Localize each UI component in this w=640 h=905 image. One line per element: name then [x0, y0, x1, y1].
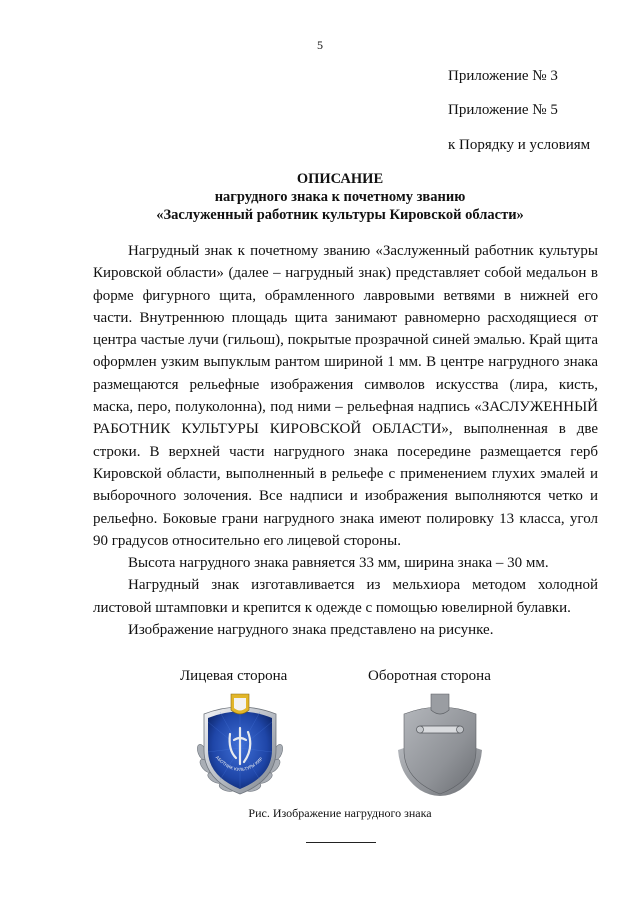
paragraph-dimensions: Высота нагрудного знака равняется 33 мм, ширина знака – 30 мм.: [128, 555, 549, 572]
badge-front-image: [190, 692, 290, 802]
paragraph-description: Нагрудный знак к почетному званию «Заслуженный работник культуры Кировской области» (далее – нагрудный знак) представляет собой медальон в форме фигурного щита, обрамленного лавровыми ветвями в нижней его части. Внутреннюю площадь щита занимают равномерно расходящиеся от центра частые лучи (гильош), покрытые прозрачной синей эмалью. Край щита оформлен узким выпуклым рантом шириной 1 мм. В центре нагрудного знака размещаются рельефные изображения символов искусства (лира, кисть, маска, перо, полуколонна), под ними – рельефная надпись «ЗАСЛУЖЕННЫЙ РАБОТНИК КУЛЬТУРЫ КИРОВСКОЙ ОБЛАСТИ», выполненная в две строки. В верхней части нагрудного знака посередине размещается герб Кировской области, выполненный в рельефе с применением глухих эмалей и выборочного золочения. Все надписи и изображения выполняются четко и рельефно. Боковые грани нагрудного знака имеют полировку 13 класса, угол 90 градусов относительно его лицевой стороны.: [93, 243, 598, 549]
badge-inscription: АБОТНИК КУЛЬТУРЫ КИР: [214, 754, 264, 773]
paragraph-figure-reference: Изображение нагрудного знака представлено на рисунке.: [128, 622, 494, 639]
document-title: [0, 170, 640, 224]
description-body: [93, 240, 598, 641]
figure-caption: Рис. Изображение нагрудного знака: [248, 806, 432, 820]
page-number: 5: [317, 38, 323, 52]
appendix-line-3: к Порядку и условиям: [448, 137, 591, 153]
front-side-label: Лицевая сторона: [180, 668, 288, 684]
appendix-line-1: Приложение № 3: [448, 68, 558, 84]
back-side-label: Оборотная сторона: [368, 668, 491, 684]
title-subheading: нагрудного знака к почетному званию: [214, 189, 466, 205]
title-heading: ОПИСАНИЕ: [296, 171, 384, 187]
badge-back-image: [390, 692, 490, 802]
footer-rule: [306, 842, 376, 843]
appendix-line-2: Приложение № 5: [448, 102, 558, 118]
paragraph-manufacturing: Нагрудный знак изготавливается из мельхиора методом холодной листовой штамповки и крепится к одежде с помощью ювелирной булавки.: [93, 577, 598, 616]
pin-bar: [418, 726, 462, 733]
title-award-name: «Заслуженный работник культуры Кировской области»: [156, 207, 524, 223]
